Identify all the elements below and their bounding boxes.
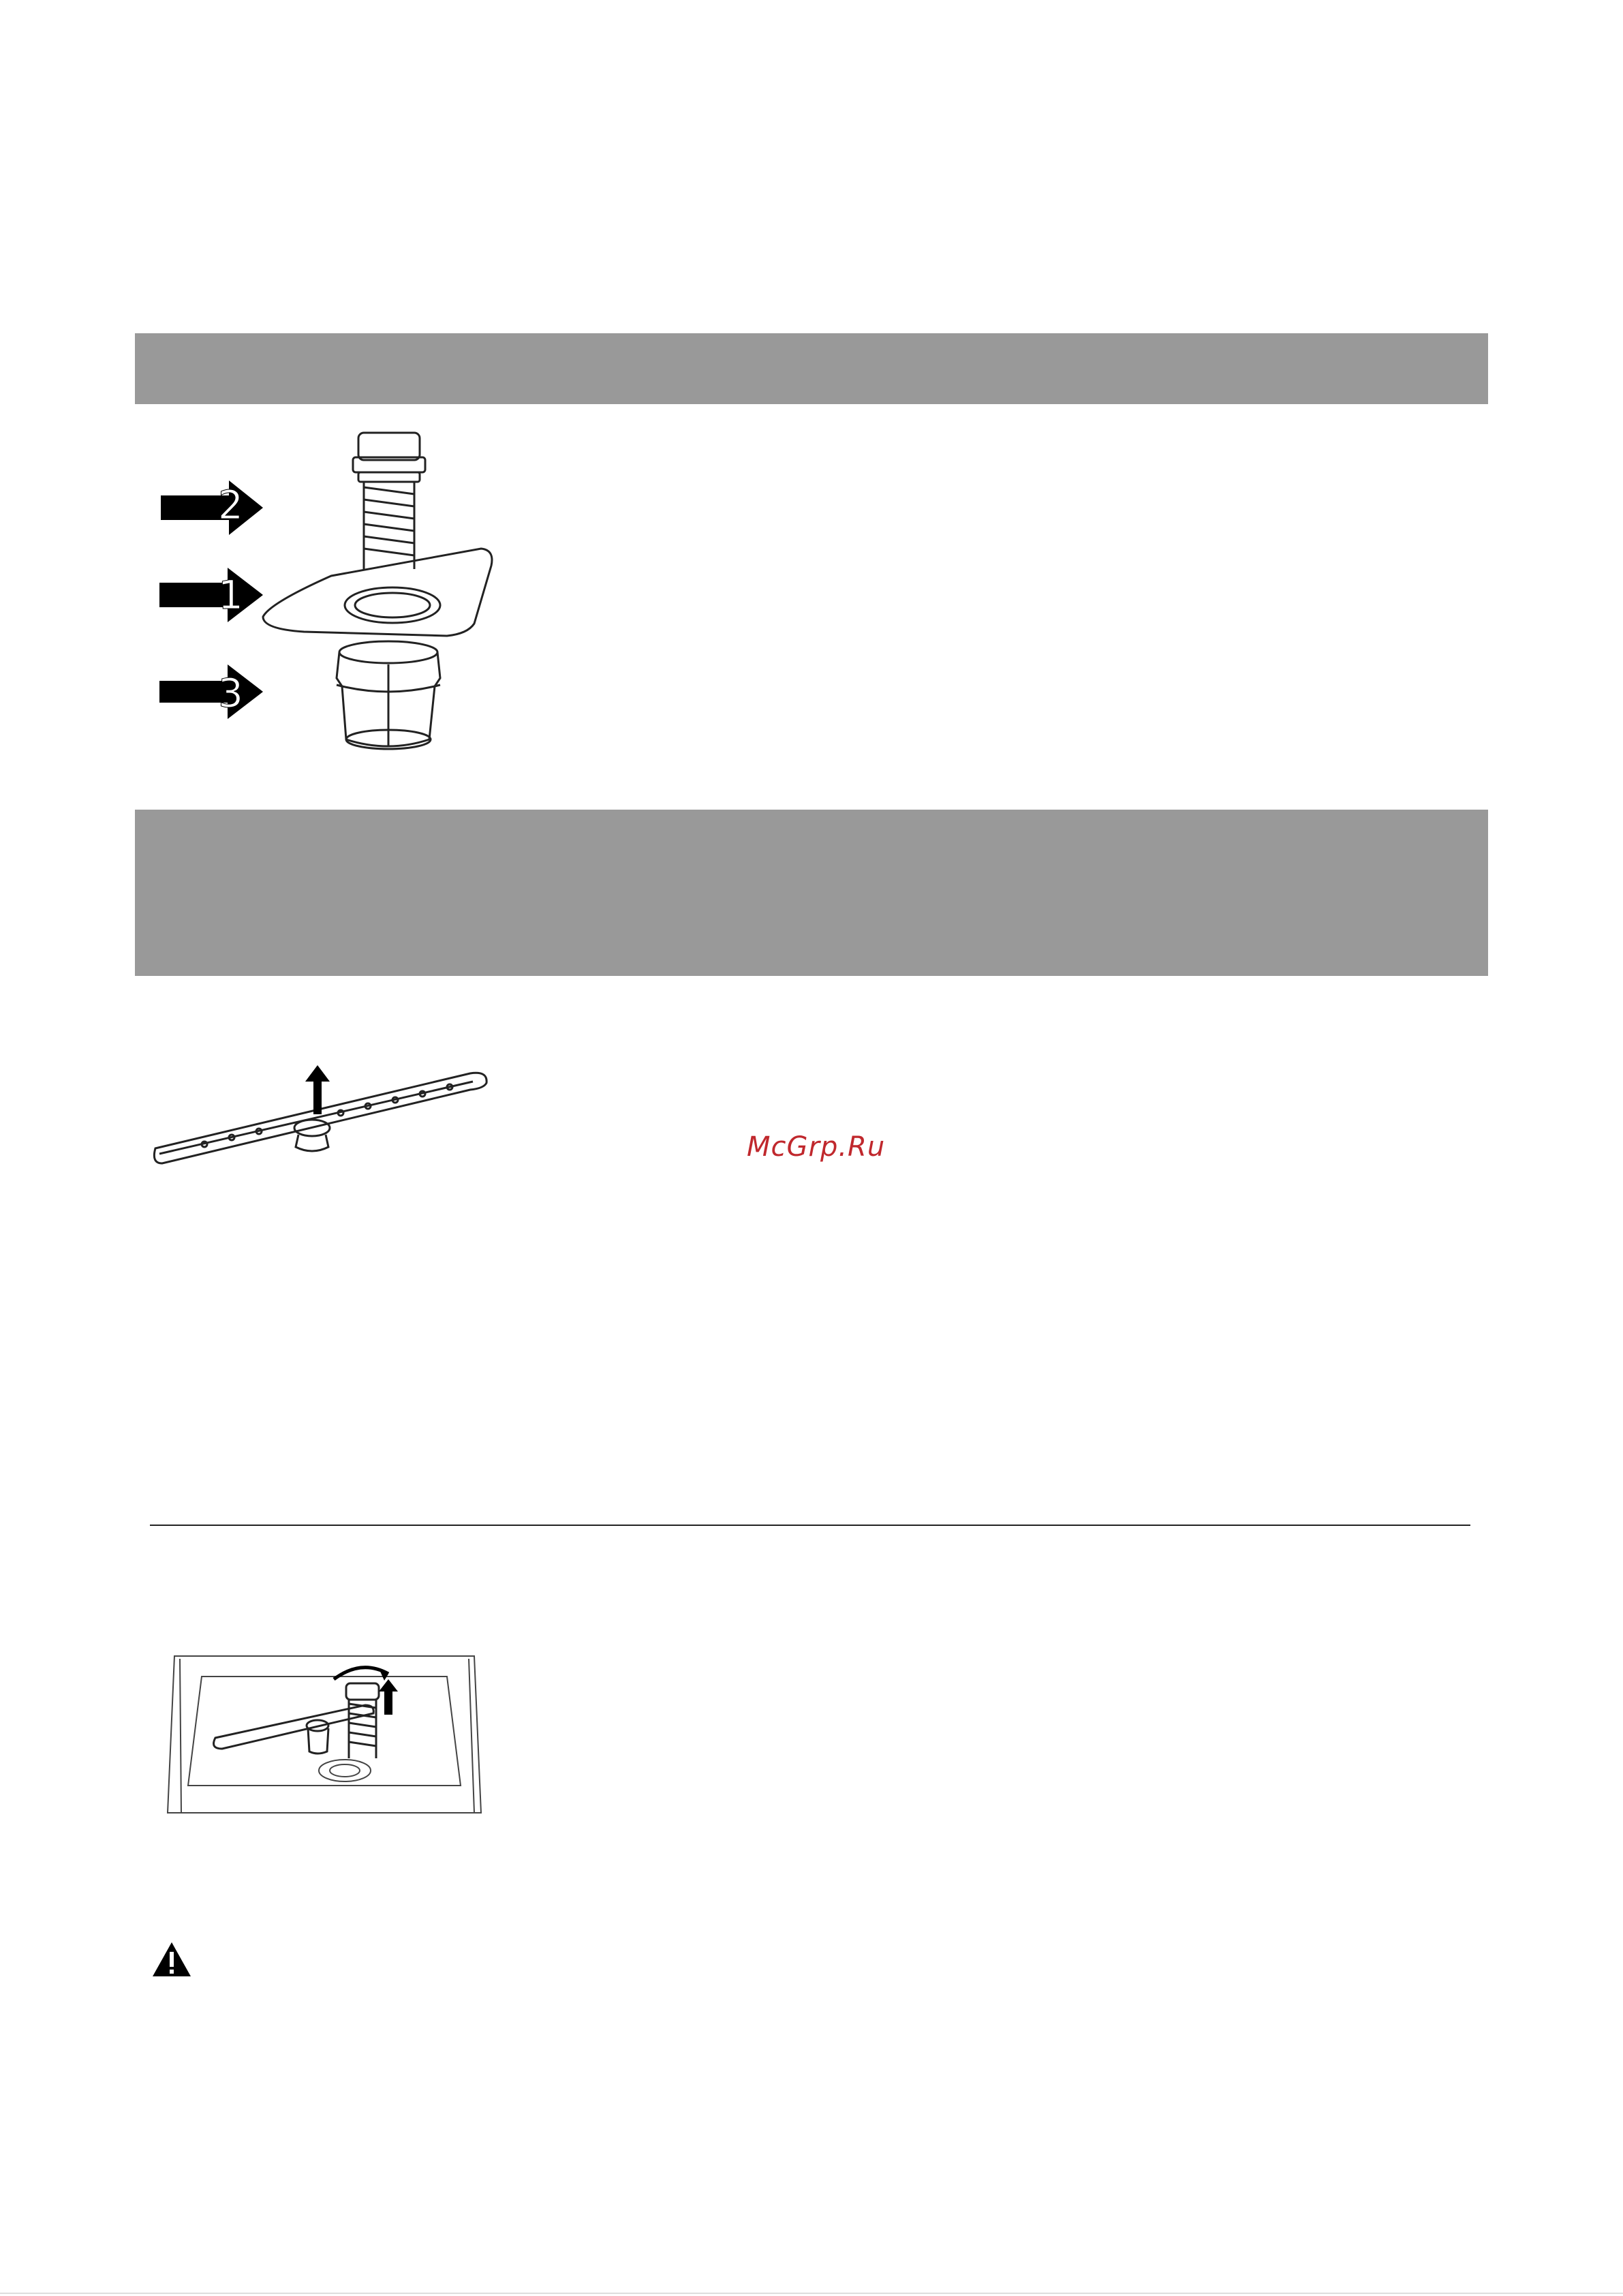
micro-filter-cup <box>337 641 440 749</box>
filter-in-tub <box>346 1683 379 1758</box>
section-header-band-2 <box>135 810 1488 976</box>
arrow-1 <box>159 568 263 622</box>
warning-icon <box>151 1941 192 1978</box>
tub-outline <box>168 1656 481 1813</box>
footer-line <box>0 2293 1623 2294</box>
arrow-label-3: 3 <box>218 670 243 716</box>
arrow-label-1: 1 <box>218 572 243 618</box>
watermark: McGrp.Ru <box>747 1131 886 1163</box>
section-divider <box>150 1525 1470 1526</box>
section-header-band-1 <box>135 333 1488 404</box>
arrow-2 <box>161 480 263 535</box>
coarse-filter <box>353 433 425 569</box>
spray-arm-figure <box>150 1060 497 1169</box>
rotate-arrow-icon <box>334 1668 388 1681</box>
arrow-3 <box>159 664 263 719</box>
arrow-label-2: 2 <box>218 482 243 528</box>
tub-filter-removal-figure <box>161 1649 488 1820</box>
filter-assembly-figure <box>154 419 508 760</box>
lift-up-arrow-icon <box>379 1679 398 1715</box>
flat-filter-plate <box>263 549 492 636</box>
